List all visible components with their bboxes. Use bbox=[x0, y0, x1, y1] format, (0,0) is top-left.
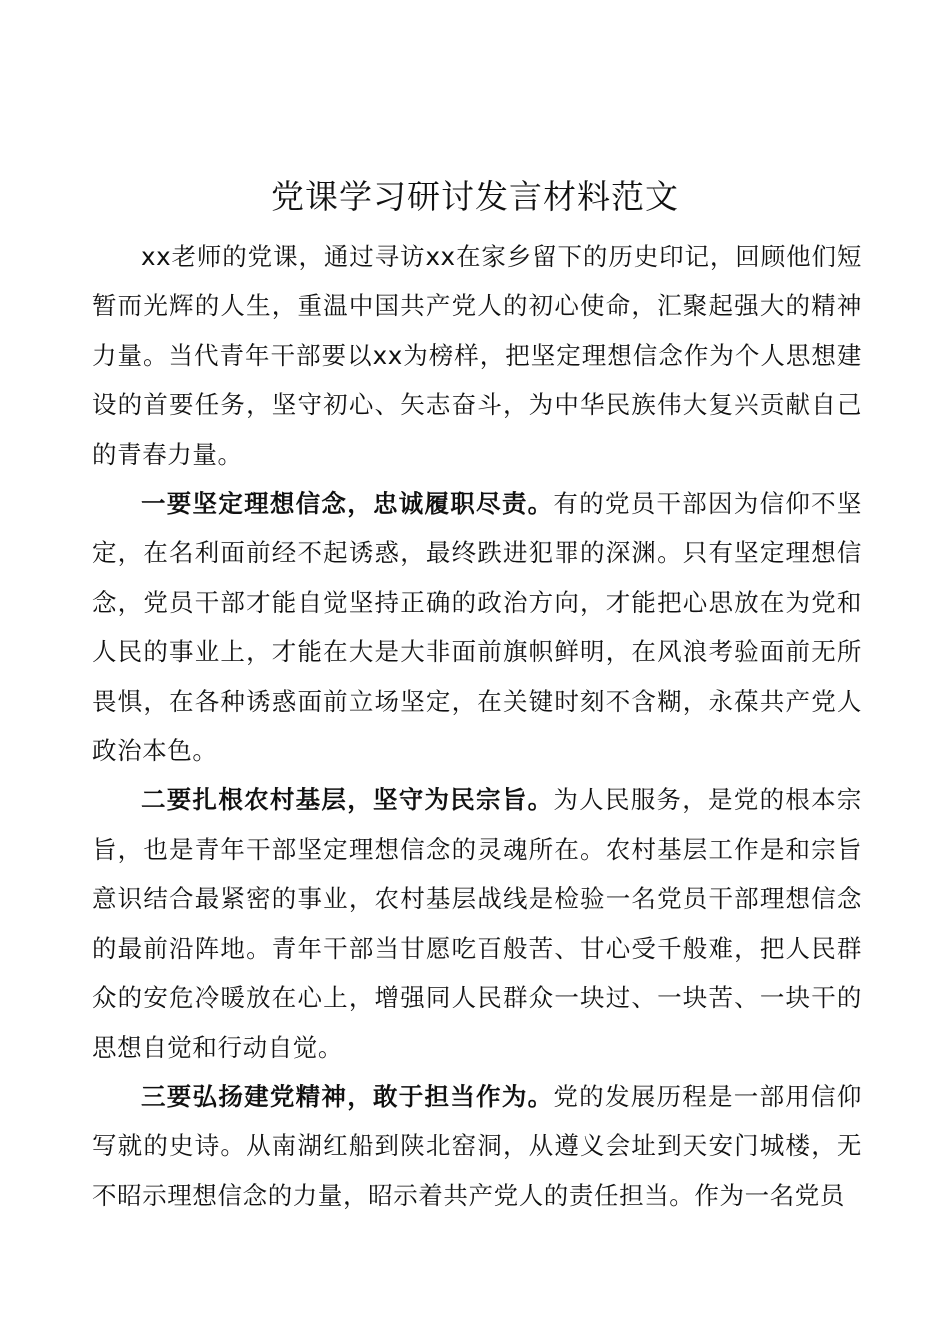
paragraph-point-two bbox=[92, 775, 862, 1071]
document-title: 党课学习研讨发言材料范文 bbox=[271, 177, 679, 216]
paragraph-point-one bbox=[92, 479, 862, 775]
paragraph-text: 有的党员干部因为信仰不坚定，在名利面前经不起诱惑，最终跌进犯罪的深渊。只有坚定理想信念，党员干部才能自觉坚持正确的政治方向，才能把心思放在为党和人民的事业上，才能在大是大非面前旗帜鲜明，在风浪考验面前无所畏惧，在各种诱惑面前立场坚定，在关键时刻不含糊，永葆共产党人政治本色。 bbox=[92, 489, 862, 766]
paragraph-intro bbox=[92, 232, 862, 479]
paragraph-text: xx老师的党课，通过寻访xx在家乡留下的历史印记，回顾他们短暂而光辉的人生，重温中国共产党人的初心使命，汇聚起强大的精神力量。当代青年干部要以xx为榜样，把坚定理想信念作为个人思想建设的首要任务，坚守初心、矢志奋斗，为中华民族伟大复兴贡献自己的青春力量。 bbox=[92, 242, 862, 469]
paragraph-lead: 二要扎根农村基层，坚守为民宗旨。 bbox=[141, 785, 554, 815]
paragraph-text: 为人民服务，是党的根本宗旨，也是青年干部坚定理想信念的灵魂所在。农村基层工作是和宗旨意识结合最紧密的事业，农村基层战线是检验一名党员干部理想信念的最前沿阵地。青年干部当甘愿吃百般苦、甘心受千般难，把人民群众的安危冷暖放在心上，增强同人民群众一块过、一块苦、一块干的思想自觉和行动自觉。 bbox=[92, 785, 862, 1062]
document-body bbox=[92, 232, 862, 1220]
paragraph-lead: 三要弘扬建党精神，敢于担当作为。 bbox=[141, 1081, 554, 1111]
paragraph-lead: 一要坚定理想信念，忠诚履职尽责。 bbox=[141, 489, 554, 519]
paragraph-point-three bbox=[92, 1072, 862, 1220]
paragraph-text: 党的发展历程是一部用信仰写就的史诗。从南湖红船到陕北窑洞，从遵义会址到天安门城楼，无不昭示理想信念的力量，昭示着共产党人的责任担当。作为一名党员 bbox=[92, 1081, 862, 1210]
